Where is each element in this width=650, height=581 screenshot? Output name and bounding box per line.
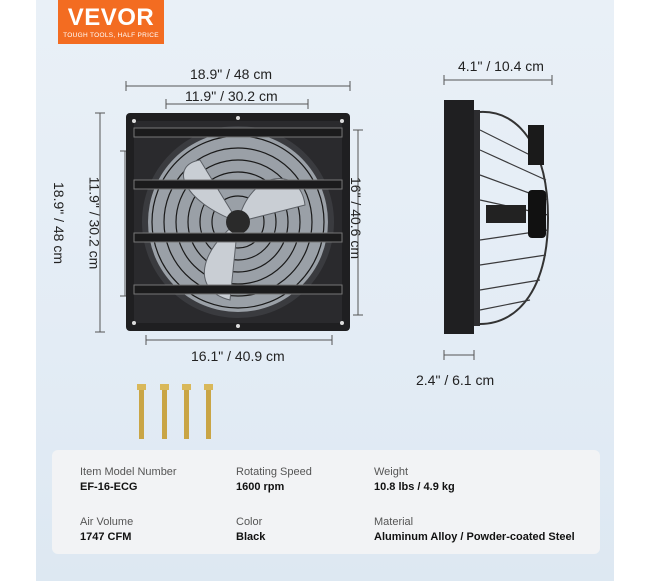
logo-brand: VEVOR [67, 4, 155, 31]
logo-tagline: TOUGH TOOLS, HALF PRICE [63, 32, 159, 39]
spec-label: Color [236, 516, 263, 528]
dim-front-inner-width: 11.9" / 30.2 cm [185, 88, 278, 104]
spec-value: EF-16-ECG [80, 481, 138, 493]
spec-value: 1747 CFM [80, 531, 132, 543]
fan-side-view [444, 100, 548, 334]
fan-front-view [126, 113, 350, 331]
spec-label: Air Volume [80, 516, 134, 528]
spec-color [236, 516, 265, 543]
spec-label: Material [374, 516, 414, 528]
spec-air-volume [80, 516, 133, 543]
dim-front-height: 18.9" / 48 cm [51, 181, 68, 265]
spec-model [80, 466, 177, 493]
dim-front-right-height: 16" / 40.6 cm [348, 176, 365, 260]
dim-side-frame-depth: 2.4" / 6.1 cm [416, 372, 495, 388]
spec-label: Weight [374, 466, 409, 478]
spec-weight [374, 466, 455, 493]
spec-label: Item Model Number [80, 466, 177, 478]
dim-front-width: 18.9" / 48 cm [190, 66, 273, 82]
dim-front-inner-height: 11.9" / 30.2 cm [86, 176, 103, 270]
spec-rotating-speed [236, 466, 312, 493]
spec-value: 1600 rpm [236, 481, 285, 493]
spec-value: Black [236, 531, 266, 543]
anchor-bolt-icon [137, 384, 213, 439]
spec-table [52, 450, 600, 554]
dim-front-bottom-width: 16.1" / 40.9 cm [191, 348, 285, 364]
spec-material [374, 516, 575, 543]
dim-side-depth: 4.1" / 10.4 cm [458, 58, 544, 74]
spec-label: Rotating Speed [236, 466, 312, 478]
spec-value: 10.8 lbs / 4.9 kg [374, 481, 455, 493]
spec-value: Aluminum Alloy / Powder-coated Steel [374, 531, 575, 543]
